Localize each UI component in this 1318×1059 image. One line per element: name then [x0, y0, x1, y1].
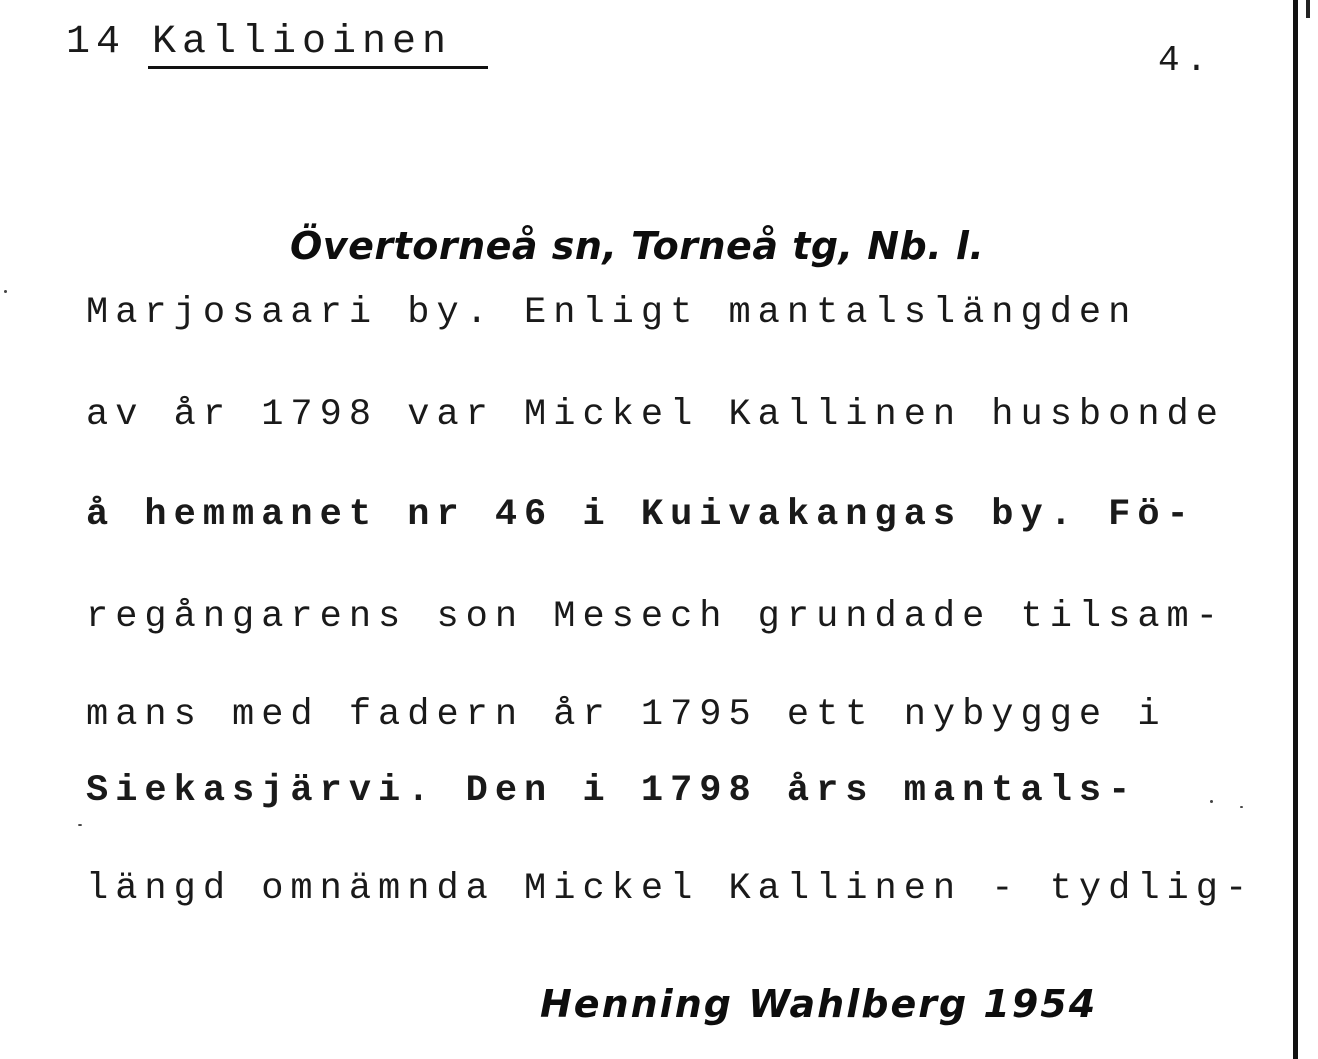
- scan-speck: [4, 290, 7, 293]
- scan-speck: [1240, 806, 1243, 808]
- text-line-2: av år 1798 var Mickel Kallinen husbonde: [86, 394, 1225, 436]
- text-line-6: Siekasjärvi. Den i 1798 års mantals-: [86, 770, 1138, 812]
- text-line-5: mans med fadern år 1795 ett nybygge i: [86, 694, 1167, 736]
- card-number: 14: [66, 20, 127, 65]
- scan-speck: [1210, 800, 1213, 803]
- page-number: 4.: [1158, 40, 1214, 81]
- page-edge-rule: [1293, 0, 1298, 1059]
- text-line-1: Marjosaari by. Enligt mantalslängden: [86, 292, 1138, 334]
- text-line-3: å hemmanet nr 46 i Kuivakangas by. Fö-: [86, 494, 1196, 536]
- scan-speck: [78, 824, 82, 826]
- family-name-heading: Kallioinen: [152, 20, 453, 65]
- text-line-7: längd omnämnda Mickel Kallinen - tydlig-: [86, 868, 1255, 910]
- author-signature-stamp: Henning Wahlberg 1954: [540, 982, 1098, 1026]
- location-stamp: Övertorneå sn, Torneå tg, Nb. l.: [290, 224, 985, 268]
- page-edge-mark: [1306, 0, 1310, 18]
- text-line-4: regångarens son Mesech grundade tilsam-: [86, 596, 1225, 638]
- heading-underline: [148, 66, 488, 69]
